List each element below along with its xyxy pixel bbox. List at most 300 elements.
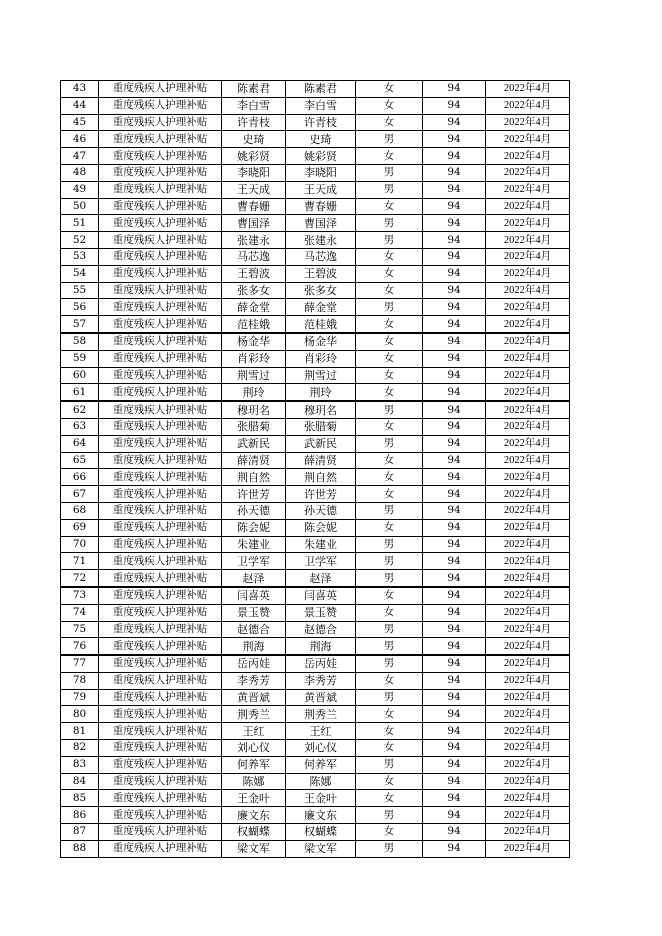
gender-cell: 女	[356, 790, 423, 807]
name-cell: 许世芳	[222, 486, 286, 503]
amount-cell: 94	[423, 756, 486, 773]
name-cell: 荆雪过	[222, 367, 286, 384]
name-cell: 许青枝	[222, 114, 286, 131]
amount-cell: 94	[423, 97, 486, 114]
row-number-cell: 55	[61, 282, 99, 299]
name-cell: 曹春姗	[222, 198, 286, 215]
date-cell: 2022年4月	[486, 840, 570, 857]
row-number-cell: 65	[61, 452, 99, 469]
name-cell: 荆自然	[222, 469, 286, 486]
recipient-name-cell: 薛金堂	[286, 299, 356, 316]
recipient-name-cell: 廉文东	[286, 807, 356, 824]
date-cell: 2022年4月	[486, 282, 570, 299]
row-number-cell: 74	[61, 604, 99, 621]
recipient-name-cell: 王红	[286, 723, 356, 740]
date-cell: 2022年4月	[486, 469, 570, 486]
row-number-cell: 48	[61, 164, 99, 181]
date-cell: 2022年4月	[486, 418, 570, 435]
amount-cell: 94	[423, 232, 486, 249]
gender-cell: 女	[356, 452, 423, 469]
amount-cell: 94	[423, 131, 486, 148]
row-number-cell: 54	[61, 265, 99, 282]
amount-cell: 94	[423, 790, 486, 807]
table-row	[61, 790, 570, 807]
table-row	[61, 723, 570, 740]
amount-cell: 94	[423, 807, 486, 824]
subsidy-type-cell: 重度残疾人护理补贴	[99, 672, 222, 689]
amount-cell: 94	[423, 265, 486, 282]
date-cell: 2022年4月	[486, 706, 570, 723]
amount-cell: 94	[423, 587, 486, 604]
subsidy-type-cell: 重度残疾人护理补贴	[99, 840, 222, 857]
name-cell: 孙天德	[222, 502, 286, 519]
subsidy-type-cell: 重度残疾人护理补贴	[99, 148, 222, 165]
table-row	[61, 655, 570, 672]
row-number-cell: 86	[61, 807, 99, 824]
amount-cell: 94	[423, 553, 486, 570]
amount-cell: 94	[423, 519, 486, 536]
subsidy-type-cell: 重度残疾人护理补贴	[99, 824, 222, 841]
subsidy-type-cell: 重度残疾人护理补贴	[99, 181, 222, 198]
row-number-cell: 60	[61, 367, 99, 384]
name-cell: 姚彩贤	[222, 148, 286, 165]
date-cell: 2022年4月	[486, 299, 570, 316]
amount-cell: 94	[423, 536, 486, 553]
subsidy-type-cell: 重度残疾人护理补贴	[99, 502, 222, 519]
name-cell: 杨金华	[222, 333, 286, 350]
subsidy-type-cell: 重度残疾人护理补贴	[99, 689, 222, 706]
name-cell: 王金叶	[222, 790, 286, 807]
amount-cell: 94	[423, 81, 486, 98]
table-row	[61, 840, 570, 857]
date-cell: 2022年4月	[486, 181, 570, 198]
date-cell: 2022年4月	[486, 655, 570, 672]
amount-cell: 94	[423, 452, 486, 469]
gender-cell: 男	[356, 401, 423, 418]
table-row	[61, 215, 570, 232]
subsidy-type-cell: 重度残疾人护理补贴	[99, 706, 222, 723]
date-cell: 2022年4月	[486, 248, 570, 265]
name-cell: 荆秀兰	[222, 706, 286, 723]
gender-cell: 男	[356, 807, 423, 824]
table-row	[61, 553, 570, 570]
amount-cell: 94	[423, 469, 486, 486]
date-cell: 2022年4月	[486, 553, 570, 570]
date-cell: 2022年4月	[486, 824, 570, 841]
subsidy-type-cell: 重度残疾人护理补贴	[99, 469, 222, 486]
amount-cell: 94	[423, 418, 486, 435]
table-row	[61, 148, 570, 165]
recipient-name-cell: 权蝴蝶	[286, 824, 356, 841]
subsidy-type-cell: 重度残疾人护理补贴	[99, 452, 222, 469]
row-number-cell: 81	[61, 723, 99, 740]
date-cell: 2022年4月	[486, 621, 570, 638]
row-number-cell: 44	[61, 97, 99, 114]
recipient-name-cell: 张多女	[286, 282, 356, 299]
date-cell: 2022年4月	[486, 519, 570, 536]
subsidy-type-cell: 重度残疾人护理补贴	[99, 604, 222, 621]
table-row	[61, 435, 570, 452]
subsidy-type-cell: 重度残疾人护理补贴	[99, 723, 222, 740]
subsidy-type-cell: 重度残疾人护理补贴	[99, 536, 222, 553]
table-row	[61, 248, 570, 265]
row-number-cell: 58	[61, 333, 99, 350]
table-row	[61, 519, 570, 536]
subsidy-type-cell: 重度残疾人护理补贴	[99, 114, 222, 131]
subsidy-type-cell: 重度残疾人护理补贴	[99, 655, 222, 672]
recipient-name-cell: 杨金华	[286, 333, 356, 350]
gender-cell: 男	[356, 131, 423, 148]
date-cell: 2022年4月	[486, 333, 570, 350]
amount-cell: 94	[423, 655, 486, 672]
table-row	[61, 333, 570, 350]
gender-cell: 男	[356, 840, 423, 857]
recipient-name-cell: 岳丙娃	[286, 655, 356, 672]
gender-cell: 女	[356, 333, 423, 350]
gender-cell: 男	[356, 621, 423, 638]
name-cell: 岳丙娃	[222, 655, 286, 672]
row-number-cell: 75	[61, 621, 99, 638]
subsidy-type-cell: 重度残疾人护理补贴	[99, 384, 222, 401]
name-cell: 李白雪	[222, 97, 286, 114]
gender-cell: 男	[356, 232, 423, 249]
recipient-name-cell: 李晓阳	[286, 164, 356, 181]
name-cell: 黄晋斌	[222, 689, 286, 706]
row-number-cell: 47	[61, 148, 99, 165]
subsidy-type-cell: 重度残疾人护理补贴	[99, 248, 222, 265]
date-cell: 2022年4月	[486, 316, 570, 333]
recipient-name-cell: 史琦	[286, 131, 356, 148]
amount-cell: 94	[423, 384, 486, 401]
date-cell: 2022年4月	[486, 164, 570, 181]
table-row	[61, 452, 570, 469]
row-number-cell: 71	[61, 553, 99, 570]
table-row	[61, 367, 570, 384]
name-cell: 赵泽	[222, 570, 286, 587]
recipient-name-cell: 曹春姗	[286, 198, 356, 215]
date-cell: 2022年4月	[486, 131, 570, 148]
row-number-cell: 63	[61, 418, 99, 435]
subsidy-type-cell: 重度残疾人护理补贴	[99, 435, 222, 452]
table-row	[61, 316, 570, 333]
row-number-cell: 52	[61, 232, 99, 249]
name-cell: 朱建业	[222, 536, 286, 553]
row-number-cell: 73	[61, 587, 99, 604]
table-row	[61, 299, 570, 316]
subsidy-type-cell: 重度残疾人护理补贴	[99, 553, 222, 570]
date-cell: 2022年4月	[486, 672, 570, 689]
gender-cell: 男	[356, 655, 423, 672]
recipient-name-cell: 李秀芳	[286, 672, 356, 689]
row-number-cell: 59	[61, 350, 99, 367]
gender-cell: 男	[356, 689, 423, 706]
table-row	[61, 621, 570, 638]
gender-cell: 男	[356, 756, 423, 773]
gender-cell: 女	[356, 740, 423, 757]
row-number-cell: 83	[61, 756, 99, 773]
recipient-name-cell: 荆玲	[286, 384, 356, 401]
subsidy-type-cell: 重度残疾人护理补贴	[99, 164, 222, 181]
date-cell: 2022年4月	[486, 265, 570, 282]
table-row	[61, 97, 570, 114]
gender-cell: 女	[356, 773, 423, 790]
amount-cell: 94	[423, 689, 486, 706]
date-cell: 2022年4月	[486, 502, 570, 519]
date-cell: 2022年4月	[486, 807, 570, 824]
amount-cell: 94	[423, 299, 486, 316]
subsidy-type-cell: 重度残疾人护理补贴	[99, 740, 222, 757]
table-row	[61, 604, 570, 621]
name-cell: 薛金堂	[222, 299, 286, 316]
table-row	[61, 265, 570, 282]
gender-cell: 女	[356, 282, 423, 299]
row-number-cell: 70	[61, 536, 99, 553]
row-number-cell: 82	[61, 740, 99, 757]
gender-cell: 男	[356, 181, 423, 198]
gender-cell: 男	[356, 435, 423, 452]
amount-cell: 94	[423, 502, 486, 519]
recipient-name-cell: 薛清贤	[286, 452, 356, 469]
table-row	[61, 198, 570, 215]
recipient-name-cell: 肖彩玲	[286, 350, 356, 367]
name-cell: 王碧波	[222, 265, 286, 282]
name-cell: 刘心仪	[222, 740, 286, 757]
row-number-cell: 64	[61, 435, 99, 452]
date-cell: 2022年4月	[486, 587, 570, 604]
row-number-cell: 46	[61, 131, 99, 148]
amount-cell: 94	[423, 148, 486, 165]
date-cell: 2022年4月	[486, 773, 570, 790]
table-row	[61, 401, 570, 418]
row-number-cell: 84	[61, 773, 99, 790]
recipient-name-cell: 卫学军	[286, 553, 356, 570]
gender-cell: 男	[356, 570, 423, 587]
subsidy-type-cell: 重度残疾人护理补贴	[99, 232, 222, 249]
recipient-name-cell: 梁文军	[286, 840, 356, 857]
name-cell: 李秀芳	[222, 672, 286, 689]
recipient-name-cell: 王碧波	[286, 265, 356, 282]
amount-cell: 94	[423, 114, 486, 131]
name-cell: 何养军	[222, 756, 286, 773]
amount-cell: 94	[423, 672, 486, 689]
recipient-name-cell: 孙天德	[286, 502, 356, 519]
row-number-cell: 45	[61, 114, 99, 131]
amount-cell: 94	[423, 435, 486, 452]
amount-cell: 94	[423, 316, 486, 333]
gender-cell: 女	[356, 114, 423, 131]
recipient-name-cell: 王天成	[286, 181, 356, 198]
date-cell: 2022年4月	[486, 350, 570, 367]
gender-cell: 女	[356, 418, 423, 435]
row-number-cell: 87	[61, 824, 99, 841]
amount-cell: 94	[423, 706, 486, 723]
date-cell: 2022年4月	[486, 148, 570, 165]
table-row	[61, 824, 570, 841]
row-number-cell: 51	[61, 215, 99, 232]
row-number-cell: 85	[61, 790, 99, 807]
name-cell: 王红	[222, 723, 286, 740]
recipient-name-cell: 马芯逸	[286, 248, 356, 265]
gender-cell: 女	[356, 350, 423, 367]
amount-cell: 94	[423, 333, 486, 350]
row-number-cell: 56	[61, 299, 99, 316]
gender-cell: 女	[356, 469, 423, 486]
name-cell: 廉文东	[222, 807, 286, 824]
name-cell: 卫学军	[222, 553, 286, 570]
subsidy-type-cell: 重度残疾人护理补贴	[99, 756, 222, 773]
recipient-name-cell: 朱建业	[286, 536, 356, 553]
amount-cell: 94	[423, 367, 486, 384]
gender-cell: 男	[356, 553, 423, 570]
name-cell: 穆玥名	[222, 401, 286, 418]
row-number-cell: 72	[61, 570, 99, 587]
date-cell: 2022年4月	[486, 114, 570, 131]
amount-cell: 94	[423, 570, 486, 587]
row-number-cell: 69	[61, 519, 99, 536]
recipient-name-cell: 王金叶	[286, 790, 356, 807]
amount-cell: 94	[423, 248, 486, 265]
date-cell: 2022年4月	[486, 604, 570, 621]
name-cell: 张多女	[222, 282, 286, 299]
gender-cell: 女	[356, 198, 423, 215]
gender-cell: 女	[356, 384, 423, 401]
gender-cell: 男	[356, 536, 423, 553]
amount-cell: 94	[423, 604, 486, 621]
date-cell: 2022年4月	[486, 367, 570, 384]
row-number-cell: 76	[61, 638, 99, 655]
gender-cell: 女	[356, 367, 423, 384]
date-cell: 2022年4月	[486, 638, 570, 655]
recipient-name-cell: 荆自然	[286, 469, 356, 486]
recipient-name-cell: 赵德合	[286, 621, 356, 638]
recipient-name-cell: 陈娜	[286, 773, 356, 790]
gender-cell: 女	[356, 672, 423, 689]
row-number-cell: 50	[61, 198, 99, 215]
table-row	[61, 350, 570, 367]
gender-cell: 女	[356, 723, 423, 740]
gender-cell: 男	[356, 215, 423, 232]
row-number-cell: 43	[61, 81, 99, 98]
table-row	[61, 740, 570, 757]
table-row	[61, 689, 570, 706]
subsidy-type-cell: 重度残疾人护理补贴	[99, 97, 222, 114]
recipient-name-cell: 景玉赞	[286, 604, 356, 621]
amount-cell: 94	[423, 486, 486, 503]
amount-cell: 94	[423, 621, 486, 638]
table-row	[61, 536, 570, 553]
subsidy-type-cell: 重度残疾人护理补贴	[99, 299, 222, 316]
name-cell: 陈会妮	[222, 519, 286, 536]
gender-cell: 女	[356, 519, 423, 536]
subsidy-type-cell: 重度残疾人护理补贴	[99, 807, 222, 824]
subsidy-type-cell: 重度残疾人护理补贴	[99, 418, 222, 435]
date-cell: 2022年4月	[486, 198, 570, 215]
recipient-name-cell: 荆秀兰	[286, 706, 356, 723]
subsidy-type-cell: 重度残疾人护理补贴	[99, 81, 222, 98]
subsidy-type-cell: 重度残疾人护理补贴	[99, 570, 222, 587]
gender-cell: 女	[356, 316, 423, 333]
subsidy-type-cell: 重度残疾人护理补贴	[99, 587, 222, 604]
table-row	[61, 807, 570, 824]
recipient-name-cell: 荆雪过	[286, 367, 356, 384]
row-number-cell: 66	[61, 469, 99, 486]
name-cell: 肖彩玲	[222, 350, 286, 367]
date-cell: 2022年4月	[486, 740, 570, 757]
name-cell: 荆海	[222, 638, 286, 655]
table-row	[61, 469, 570, 486]
subsidy-type-cell: 重度残疾人护理补贴	[99, 519, 222, 536]
gender-cell: 女	[356, 148, 423, 165]
recipient-name-cell: 荆海	[286, 638, 356, 655]
gender-cell: 女	[356, 604, 423, 621]
recipient-name-cell: 张建永	[286, 232, 356, 249]
table-row	[61, 706, 570, 723]
amount-cell: 94	[423, 181, 486, 198]
date-cell: 2022年4月	[486, 384, 570, 401]
amount-cell: 94	[423, 401, 486, 418]
recipient-name-cell: 许青枝	[286, 114, 356, 131]
table-row	[61, 164, 570, 181]
name-cell: 范桂娥	[222, 316, 286, 333]
subsidy-type-cell: 重度残疾人护理补贴	[99, 790, 222, 807]
subsidy-type-cell: 重度残疾人护理补贴	[99, 265, 222, 282]
subsidy-type-cell: 重度残疾人护理补贴	[99, 316, 222, 333]
amount-cell: 94	[423, 773, 486, 790]
date-cell: 2022年4月	[486, 570, 570, 587]
name-cell: 赵德合	[222, 621, 286, 638]
amount-cell: 94	[423, 824, 486, 841]
amount-cell: 94	[423, 215, 486, 232]
name-cell: 景玉赞	[222, 604, 286, 621]
name-cell: 张建永	[222, 232, 286, 249]
recipient-name-cell: 张腊菊	[286, 418, 356, 435]
gender-cell: 男	[356, 164, 423, 181]
date-cell: 2022年4月	[486, 435, 570, 452]
date-cell: 2022年4月	[486, 723, 570, 740]
gender-cell: 男	[356, 299, 423, 316]
table-row	[61, 570, 570, 587]
table-row	[61, 672, 570, 689]
subsidy-table	[60, 80, 570, 858]
date-cell: 2022年4月	[486, 486, 570, 503]
subsidy-type-cell: 重度残疾人护理补贴	[99, 486, 222, 503]
table-row	[61, 756, 570, 773]
subsidy-type-cell: 重度残疾人护理补贴	[99, 215, 222, 232]
subsidy-type-cell: 重度残疾人护理补贴	[99, 367, 222, 384]
amount-cell: 94	[423, 282, 486, 299]
subsidy-type-cell: 重度残疾人护理补贴	[99, 131, 222, 148]
table-row	[61, 587, 570, 604]
recipient-name-cell: 刘心仪	[286, 740, 356, 757]
date-cell: 2022年4月	[486, 536, 570, 553]
gender-cell: 男	[356, 638, 423, 655]
row-number-cell: 61	[61, 384, 99, 401]
gender-cell: 女	[356, 486, 423, 503]
name-cell: 荆玲	[222, 384, 286, 401]
row-number-cell: 68	[61, 502, 99, 519]
recipient-name-cell: 赵泽	[286, 570, 356, 587]
name-cell: 马芯逸	[222, 248, 286, 265]
name-cell: 王天成	[222, 181, 286, 198]
subsidy-type-cell: 重度残疾人护理补贴	[99, 638, 222, 655]
gender-cell: 男	[356, 502, 423, 519]
table-row	[61, 131, 570, 148]
date-cell: 2022年4月	[486, 452, 570, 469]
table-row	[61, 114, 570, 131]
table-row	[61, 384, 570, 401]
table-body	[61, 81, 570, 858]
row-number-cell: 88	[61, 840, 99, 857]
